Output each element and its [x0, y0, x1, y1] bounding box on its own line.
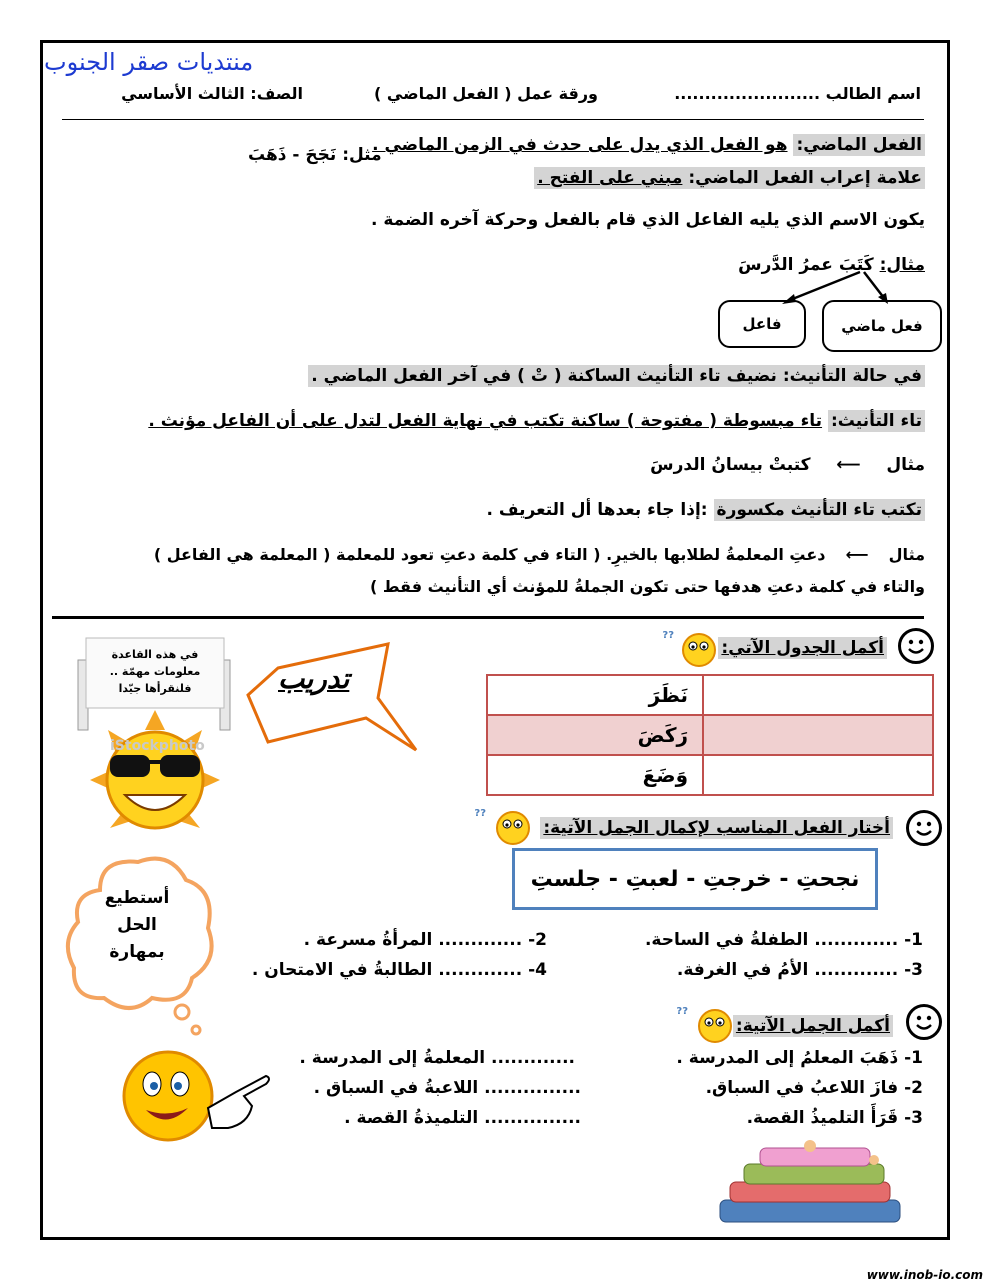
sun-mascot [70, 630, 240, 840]
watermark: iStockphoto [110, 738, 205, 754]
books-icon [700, 1140, 920, 1240]
smiley-icon [906, 1004, 942, 1040]
definition-line [372, 135, 925, 155]
example2-label: مثال [886, 455, 925, 475]
example1-sentence: كَتَبَ عمرُ الدَّرسَ [738, 255, 874, 275]
task2-item-1[interactable]: 1- ............. الطفلةُ في الساحة. [644, 930, 923, 950]
example3-line1 [154, 545, 925, 564]
inflection-term: علامة إعراب الفعل الماضي: مبني على الفتح . [534, 167, 925, 189]
smiley-icon [906, 810, 942, 846]
example1-label: مثال: [879, 255, 925, 275]
thinking-face-icon [474, 804, 536, 848]
verbs-table [486, 674, 934, 796]
example2-sentence: كتبتْ بيسانُ الدرسَ [650, 455, 811, 475]
task3-title: أكمل الجمل الآتية: [733, 1016, 893, 1036]
task3-answer-3[interactable]: ............... التلميذةُ القصة . [344, 1108, 581, 1128]
table-cell-answer[interactable] [703, 755, 933, 795]
task2-item-2[interactable]: 2- ............. المرأةُ مسرعة . [303, 930, 547, 950]
table-cell-verb: نَظَرَ [487, 675, 703, 715]
sun-sign-text: في هذه القاعدة معلومات مهمّة .. فلنقرأها جيّدا [109, 648, 201, 695]
student-name-field: اسم الطالب ........................ [674, 84, 921, 103]
table-cell-answer[interactable] [703, 675, 933, 715]
table-row [487, 675, 933, 715]
example3-label: مثال [888, 545, 925, 564]
taa-rule-text: تاء مبسوطة ( مفتوحة ) ساكنة تكتب في نهاية الفعل لتدل على أن الفاعل مؤنث . [148, 411, 823, 431]
verb-box: فعل ماضي [822, 300, 942, 352]
table-row [487, 755, 933, 795]
thinking-face-icon [662, 626, 722, 670]
task2-item-3[interactable]: 3- ............. الأمُ في الغرفة. [676, 960, 923, 980]
word-choices-box: نجحتِ - خرجتِ - لعبتِ - جلستِ [512, 848, 878, 910]
table-row [487, 715, 933, 755]
example3-line2: والتاء في كلمة دعتِ هدفها حتى تكون الجملةُ للمؤنث أي التأنيث فقط ) [370, 577, 925, 596]
smiley-icon [898, 628, 934, 664]
grade-label: الصف: الثالث الأساسي [121, 84, 303, 103]
table-cell-verb: وَضَعَ [487, 755, 703, 795]
kasra-rule-term: تكتب تاء التأنيث مكسورة [714, 499, 925, 521]
svg-text:??: ?? [662, 630, 674, 641]
subject-box: فاعل [718, 300, 806, 348]
left-arrow-icon: ⟵ [845, 545, 869, 564]
pointing-smiley-icon [118, 1036, 278, 1156]
task3-example-2: 2- فازَ اللاعبُ في السباق. [705, 1078, 923, 1098]
section-divider [52, 616, 924, 619]
taa-rule-line [148, 411, 925, 431]
left-arrow-icon: ⟵ [836, 455, 861, 475]
table-cell-verb: رَكَضَ [487, 715, 703, 755]
task2-title: أختار الفعل المناسب لإكمال الجمل الآتية: [540, 818, 893, 838]
inflection-line [534, 168, 925, 188]
header-divider [62, 119, 924, 120]
example2-line [650, 455, 925, 475]
subject-rule: يكون الاسم الذي يليه الفاعل الذي قام بالفعل وحركة آخره الضمة . [370, 210, 925, 230]
worksheet-title: ورقة عمل ( الفعل الماضي ) [374, 84, 598, 103]
table-cell-answer[interactable] [703, 715, 933, 755]
task3-example-1: 1- ذَهَبَ المعلمُ إلى المدرسة . [676, 1048, 923, 1068]
task3-example-3: 3- قَرَأَ التلميذُ القصة. [746, 1108, 923, 1128]
task2-item-4[interactable]: 4- ............. الطالبةُ في الامتحان . [251, 960, 547, 980]
cloud-text: أستطيع الحل بمهارة [104, 888, 170, 962]
training-label: تدريب [278, 662, 350, 695]
feminine-rule: في حالة التأنيث: نضيف تاء التأنيث الساكنة ( تْ ) في آخر الفعل الماضي . [308, 366, 925, 386]
kasra-rule-text: :إذا جاء بعدها أل التعريف . [486, 500, 708, 520]
task3-answer-2[interactable]: ............... اللاعبةُ في السباق . [313, 1078, 581, 1098]
training-bubble [238, 640, 428, 760]
svg-text:??: ?? [676, 1006, 688, 1017]
svg-text:??: ?? [474, 808, 486, 819]
task3-answer-1[interactable]: ............. المعلمةُ إلى المدرسة . [299, 1048, 575, 1068]
thinking-face-icon [676, 1002, 738, 1046]
definition-text: هو الفعل الذي يدل على حدث في الزمن الماضي . [372, 135, 788, 155]
example3-text1: دعتِ المعلمةُ لطلابها بالخيرِ. ( التاء في كلمة دعتِ تعود للمعلمة ( المعلمة هي الفاعل ) [153, 545, 826, 564]
site-url: www.inob-io.com [866, 1268, 983, 1282]
definition-example: مثل: نَجَحَ - ذَهَبَ [248, 145, 382, 165]
forum-name: منتديات صقر الجنوب [44, 48, 254, 76]
taa-rule-term: تاء التأنيث: [828, 410, 925, 432]
kasra-rule-line [487, 500, 925, 520]
task1-title: أكمل الجدول الآتي: [718, 638, 887, 658]
definition-term: الفعل الماضي: [793, 134, 925, 156]
